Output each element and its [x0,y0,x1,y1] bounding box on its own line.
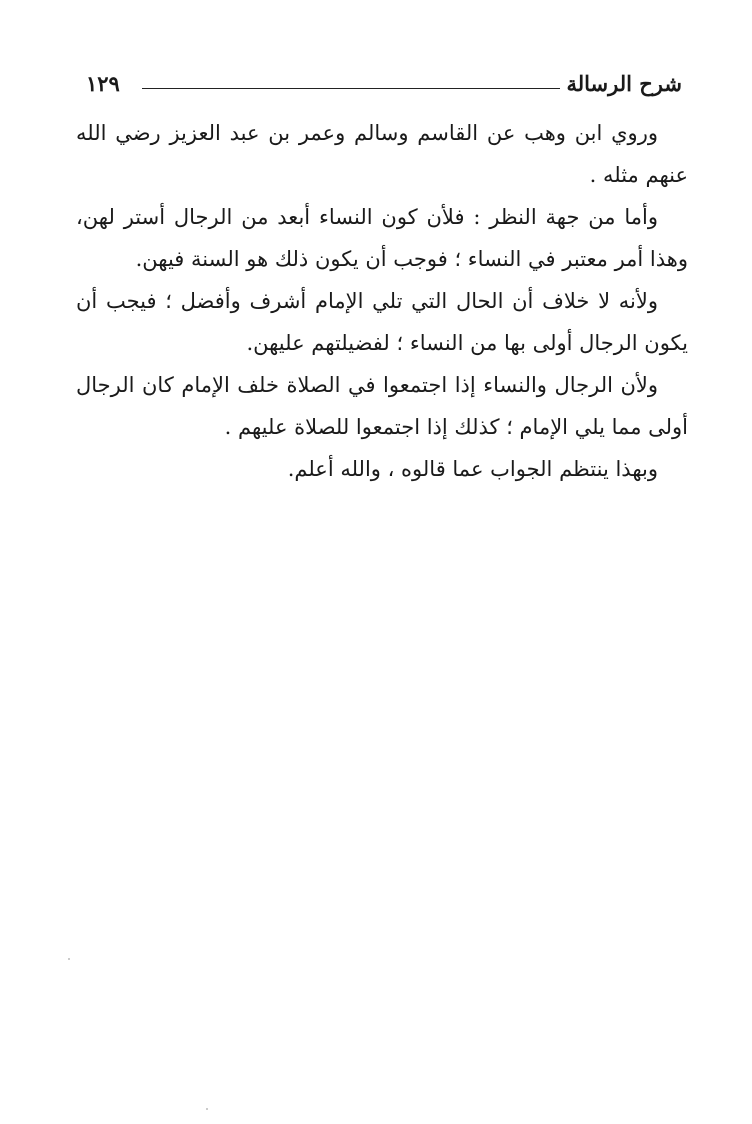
main-text [76,112,688,490]
scan-speck [206,1108,208,1110]
paragraph-1: وروي ابن وهب عن القاسم وسالم وعمر بن عبد العزيز رضي الله عنهم مثله . [76,121,688,187]
paragraph-2: وأما من جهة النظر : فلأن كون النساء أبعد من الرجال أستر لهن، وهذا أمر معتبر في النساء ؛ فوجب أن يكون ذلك هو السنة فيهن. [76,205,688,271]
page-number: ١٢٩ [86,71,120,96]
paragraph-5: وبهذا ينتظم الجواب عما قالوه ، والله أعلم. [287,457,658,481]
header-rule [142,88,560,89]
running-header [86,66,682,102]
paragraph-4: ولأن الرجال والنساء إذا اجتمعوا في الصلاة خلف الإمام كان الرجال أولى مما يلي الإمام ؛ كذلك إذا اجتمعوا للصلاة عليهم . [76,373,688,439]
scan-speck [68,958,70,960]
header-title: شرح الرسالة [566,71,682,96]
paragraph-3: ولأنه لا خلاف أن الحال التي تلي الإمام أشرف وأفضل ؛ فيجب أن يكون الرجال أولى بها من النساء ؛ لفضيلتهم عليهن. [76,289,688,355]
